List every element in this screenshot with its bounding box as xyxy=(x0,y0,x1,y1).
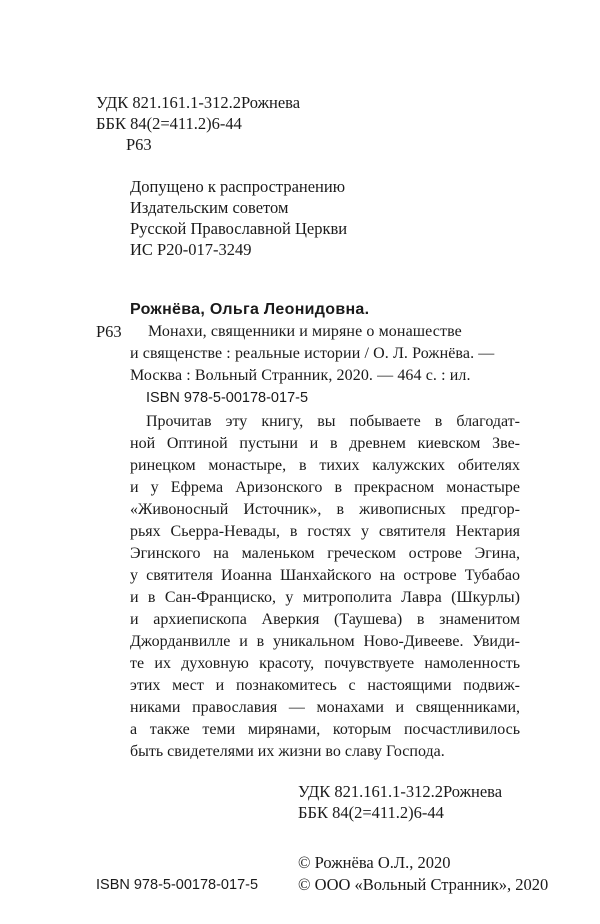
annotation-line: никами православия — монахами и священниками, xyxy=(130,699,520,716)
approval-line-2: Издательским советом xyxy=(130,198,289,217)
bib-mark: Р63 xyxy=(96,322,122,341)
annotation-line: ной Оптиной пустыни и в древнем киевском Зве- xyxy=(130,435,520,452)
bottom-bbk-code: ББК 84(2=411.2)6-44 xyxy=(298,803,444,822)
udk-code: УДК 821.161.1-312.2Рожнева xyxy=(96,93,301,112)
bib-isbn: ISBN 978-5-00178-017-5 xyxy=(146,390,309,406)
approval-line-1: Допущено к распространению xyxy=(130,177,346,196)
bbk-code: ББК 84(2=411.2)6-44 xyxy=(96,114,242,133)
annotation-line: Прочитав эту книгу, вы побываете в благодат- xyxy=(146,413,520,430)
bib-title-line-2: и священстве : реальные истории / О. Л. Рожнёва. — xyxy=(130,345,495,362)
annotation-line: Эгинского на маленьком греческом острове Эгина, xyxy=(130,545,520,562)
author-heading: Рожнёва, Ольга Леонидовна. xyxy=(130,301,370,318)
bib-publisher-line: Москва : Вольный Странник, 2020. — 464 с. : ил. xyxy=(130,367,471,384)
annotation-line: ринецком монастыре, в тихих калужских обителях xyxy=(130,457,520,474)
annotation-line: быть свидетелями их жизни во славу Господа. xyxy=(130,743,445,760)
copyright-author: © Рожнёва О.Л., 2020 xyxy=(298,853,451,872)
annotation-line: а также теми мирянами, которым посчастливилось xyxy=(130,721,520,738)
annotation-line: этих мест и познакомитесь с настоящими подвиж- xyxy=(130,677,520,694)
annotation-line: Джорданвилле и в уникальном Ново-Дивееве. Увиди- xyxy=(130,633,520,650)
annotation-line: «Живоносный Источник», в живописных предгор- xyxy=(130,501,520,518)
annotation-line: у святителя Иоанна Шанхайского на острове Тубабао xyxy=(130,567,520,584)
bib-title-line-1: Монахи, священники и миряне о монашестве xyxy=(148,323,462,340)
annotation-line: и архиепископа Аверкия (Таушева) в знаменитом xyxy=(130,611,520,628)
bottom-udk-code: УДК 821.161.1-312.2Рожнева xyxy=(298,782,503,801)
copyright-publisher: © ООО «Вольный Странник», 2020 xyxy=(298,875,549,894)
annotation-line: и в Сан-Франциско, у митрополита Лавра (Шкурлы) xyxy=(130,589,520,606)
approval-number: ИС Р20-017-3249 xyxy=(130,240,252,259)
author-mark: Р63 xyxy=(126,135,152,154)
footer-isbn: ISBN 978-5-00178-017-5 xyxy=(96,877,259,893)
annotation-line: и у Ефрема Аризонского в прекрасном монастыре xyxy=(130,479,520,496)
annotation-line: те их духовную красоту, почувствуете намоленность xyxy=(130,655,520,672)
annotation-line: рьях Сьерра-Невады, в гостях у святителя Нектария xyxy=(130,523,520,540)
approval-line-3: Русской Православной Церкви xyxy=(130,219,348,238)
